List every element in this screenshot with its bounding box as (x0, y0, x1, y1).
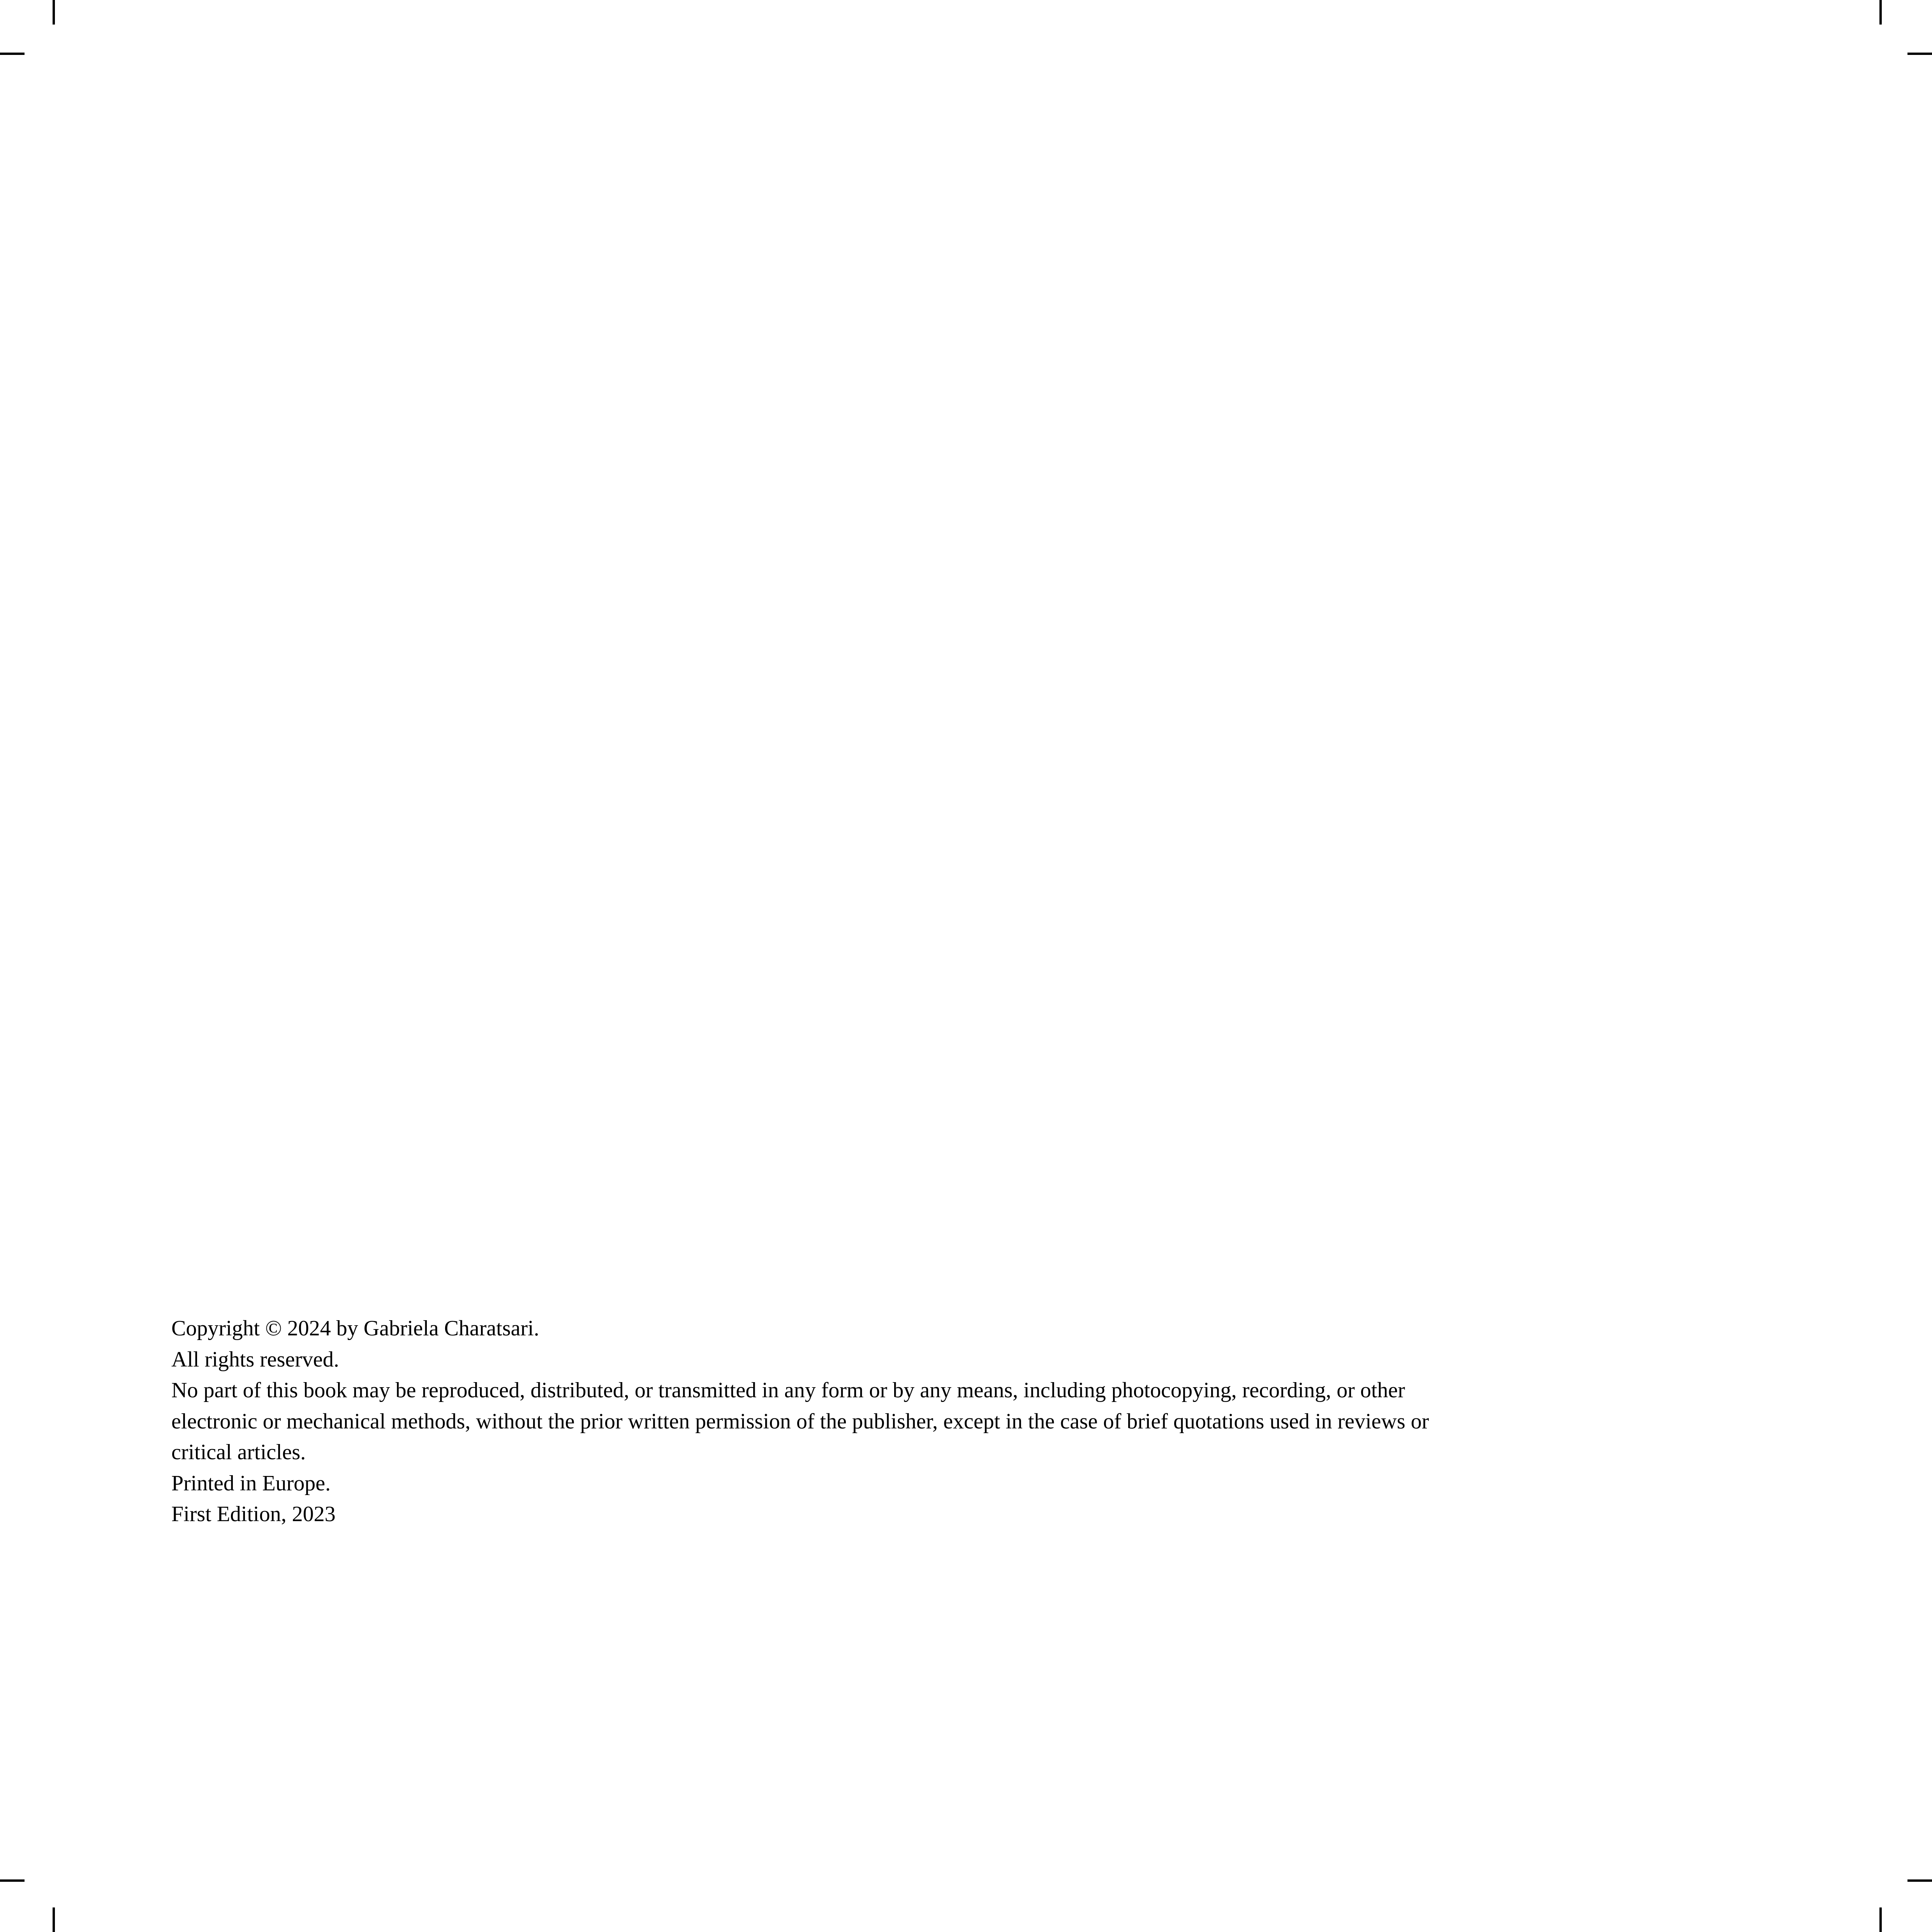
printed-line: Printed in Europe. (171, 1471, 331, 1495)
crop-mark-top-left-horizontal (0, 53, 25, 55)
copyright-line: Copyright © 2024 by Gabriela Charatsari. (171, 1316, 539, 1340)
crop-mark-top-left-vertical (53, 0, 55, 25)
crop-mark-bottom-right-horizontal (1907, 1879, 1932, 1882)
crop-mark-bottom-right-vertical (1879, 1907, 1882, 1932)
crop-mark-top-right-vertical (1879, 0, 1882, 25)
copyright-block (171, 1313, 1456, 1530)
crop-mark-bottom-left-horizontal (0, 1879, 25, 1882)
permission-notice: No part of this book may be reproduced, distributed, or transmitted in any form or by any means, including photocopying, recording, or other electronic or mechanical methods, without the prior written permission of the publisher, except in the case of brief quotations used in reviews or critical articles. (171, 1378, 1429, 1464)
edition-line: First Edition, 2023 (171, 1502, 336, 1526)
crop-mark-bottom-left-vertical (53, 1907, 55, 1932)
rights-line: All rights reserved. (171, 1347, 339, 1372)
crop-mark-top-right-horizontal (1907, 53, 1932, 55)
